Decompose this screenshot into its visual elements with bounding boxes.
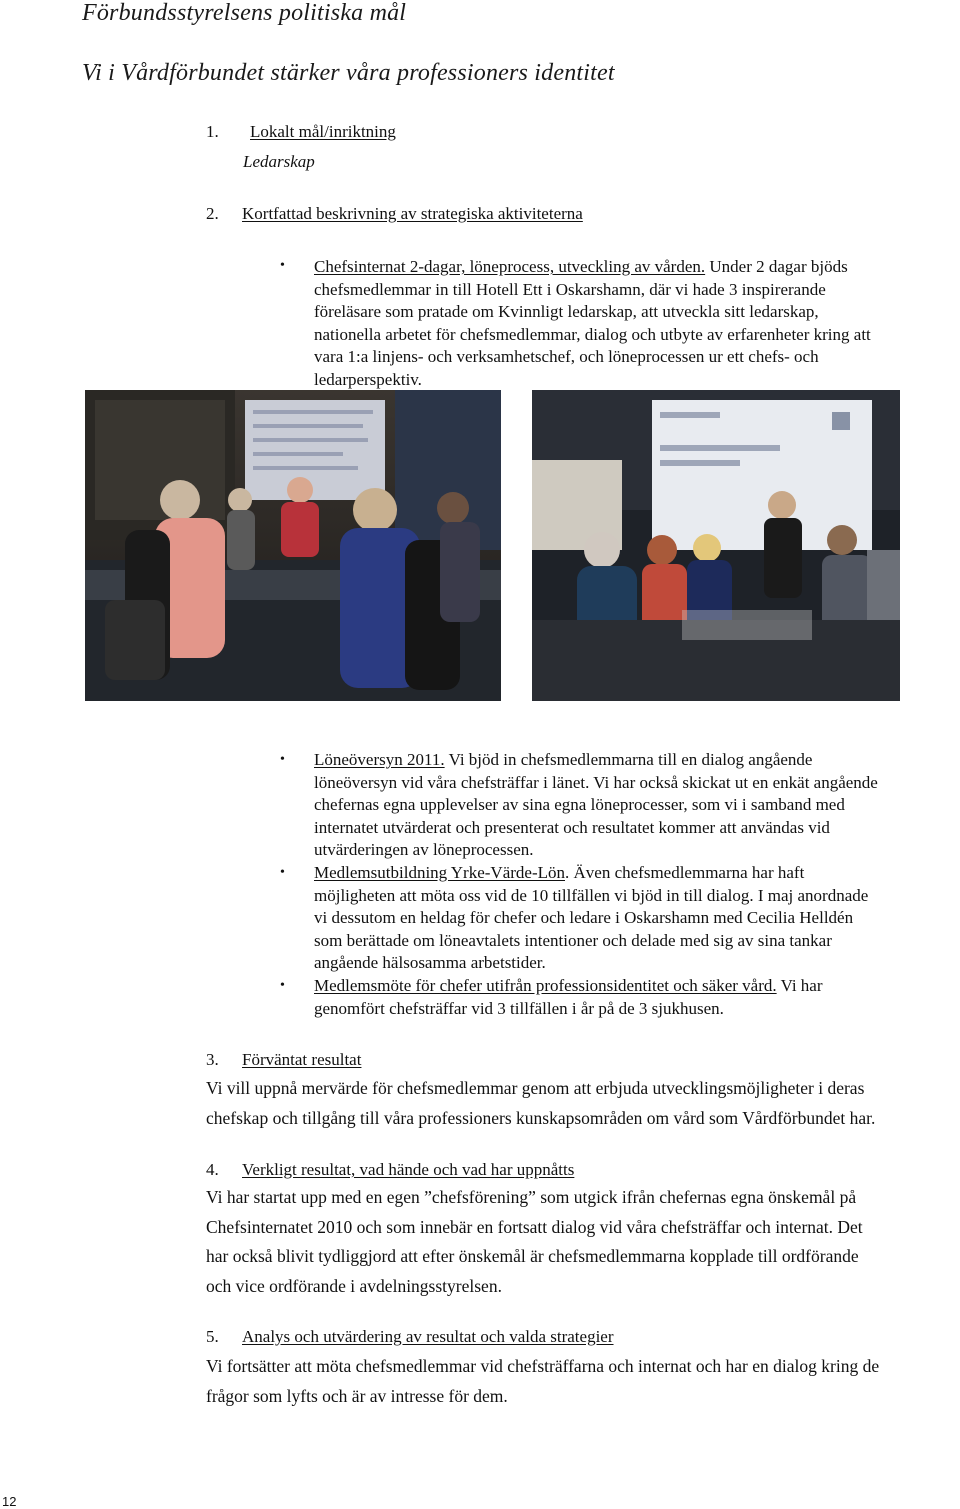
section-4-heading: Verkligt resultat, vad hände och vad har uppnåtts	[242, 1160, 575, 1179]
document-subtitle: Vi i Vårdförbundet stärker våra professioners identitet	[82, 60, 615, 86]
bullet-icon: •	[280, 258, 285, 273]
section-4-body: Vi har startat upp med en egen ”chefsförening” som utgick ifrån chefernas egna önskemål på Chefsinternatet 2010 och som innebär en fortsatt dialog vid våra chefsträffar och internat. Det har också blivit tydliggjord att efter önskemål är chefsmedlemmarna kopplade till ordförande och vice ordförande i avdelningsstyrelsen.	[206, 1187, 863, 1296]
section-1-value: Ledarskap	[243, 152, 315, 171]
document-title: Förbundsstyrelsens politiska mål	[82, 0, 407, 26]
bullet-item-medlemsmote: Medlemsmöte för chefer utifrån professionsidentitet och säker vård. Vi har genomfört chefsträffar vid 3 tillfällen i år på de 3 sjukhusen.	[314, 976, 823, 1018]
bullet-icon: •	[280, 752, 285, 767]
section-5-number: 5.	[206, 1327, 219, 1346]
page-number: 12	[2, 1494, 17, 1509]
section-3-heading: Förväntat resultat	[242, 1050, 362, 1069]
bullet-item-loneoversyn: Löneöversyn 2011. Vi bjöd in chefsmedlemmarna till en dialog angående löneöversyn vid våra chefsträffar i länet. Vi har också skickat ut en enkät angående chefernas egna upplevelser av sina egna löneprocesser, som vi i samband med internatet utvärderat och presenterat och resultatet kommer att användas vid utvärderingen av löneprocessen.	[314, 750, 878, 860]
section-2-number: 2.	[206, 204, 219, 223]
photo-seminar-left-image	[85, 390, 501, 701]
section-2-heading: Kortfattad beskrivning av strategiska aktiviteterna	[242, 204, 583, 223]
section-5-heading: Analys och utvärdering av resultat och valda strategier	[242, 1327, 614, 1346]
photo-seminar-left	[85, 390, 501, 701]
section-3-number: 3.	[206, 1050, 219, 1069]
item-title: Chefsinternat 2-dagar, löneprocess, utveckling av vården.	[314, 257, 706, 276]
bullet-item-medlemsutbildning: Medlemsutbildning Yrke-Värde-Lön. Även chefsmedlemmarna har haft möjligheten att möta oss vid de 10 tillfällen vi bjöd in till dialog. I maj anordnade vi dessutom en heldag för chefer och ledare i Oskarshamn med Cecilia Helldén som berättade om löneavtalets intentioner och delade med sig av sina tankar angående hälsosamma arbetstider.	[314, 863, 869, 973]
photo-seminar-right-image	[532, 390, 900, 701]
section-5-body: Vi fortsätter att möta chefsmedlemmar vid chefsträffarna och internat och har en dialog kring de frågor som lyfts och är av intresse för dem.	[206, 1356, 880, 1406]
item-title: Medlemsmöte för chefer utifrån professionsidentitet och säker vård.	[314, 976, 777, 995]
section-4-number: 4.	[206, 1160, 219, 1179]
photo-seminar-right	[532, 390, 900, 701]
bullet-icon: •	[280, 978, 285, 993]
item-title: Medlemsutbildning Yrke-Värde-Lön	[314, 863, 565, 882]
bullet-icon: •	[280, 865, 285, 880]
bullet-item-chefsinternat: Chefsinternat 2-dagar, löneprocess, utveckling av vården. Under 2 dagar bjöds chefsmedlemmar in till Hotell Ett i Oskarshamn, där vi hade 3 inspirerande föreläsare som pratade om Kvinnligt ledarskap, att utveckla sitt ledarskap, nationella arbetet för chefsmedlemmar, dialog och utbyte av erfarenheter kring att vara 1:a linjens- och verksamhetschef, och löneprocessen ur ett chefs- och ledarperspektiv.	[314, 257, 871, 389]
section-1-heading: Lokalt mål/inriktning	[250, 122, 396, 141]
section-1-number: 1.	[206, 122, 219, 141]
item-title: Löneöversyn 2011.	[314, 750, 445, 769]
section-3-body: Vi vill uppnå mervärde för chefsmedlemmar genom att erbjuda utvecklingsmöjligheter i deras chefskap och tillgång till våra professioners kunskapsområden om vård som Vårdförbundet har.	[206, 1078, 876, 1128]
